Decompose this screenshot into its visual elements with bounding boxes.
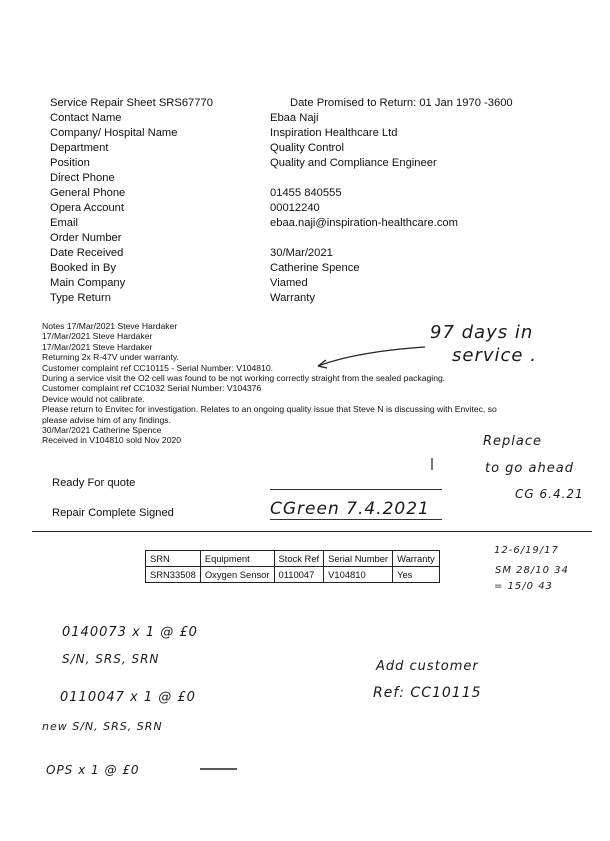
- field-value: Quality and Compliance Engineer: [270, 157, 437, 169]
- note-line: Device would not calibrate.: [42, 393, 145, 404]
- field-label: Order Number: [50, 232, 122, 244]
- note-line: please advise him of any findings.: [42, 414, 171, 425]
- note-line: 30/Mar/2021 Catherine Spence: [42, 425, 162, 436]
- table-cell: Yes: [393, 567, 440, 583]
- hand-part3-line1: OPS x 1 @ £0: [46, 763, 140, 777]
- hand-replace: Replace: [483, 434, 543, 449]
- note-line: Customer complaint ref CC10115 - Serial Number: V104810.: [42, 362, 274, 373]
- hand-date-note-2: SM 28/10 34: [495, 565, 569, 576]
- sheet-title: Service Repair Sheet SRS67770: [50, 97, 213, 109]
- field-value: Inspiration Healthcare Ltd: [270, 127, 398, 139]
- note-line: 17/Mar/2021 Steve Hardaker: [42, 331, 153, 342]
- field-label: Department: [50, 142, 109, 154]
- hand-initials-date: CG 6.4.21: [515, 487, 584, 501]
- hand-part2-line1: 0110047 x 1 @ £0: [60, 690, 196, 705]
- note-line: Customer complaint ref CC1032 Serial Number: V104376: [42, 383, 262, 394]
- hand-date-note-1: 12-6/19/17: [494, 545, 559, 556]
- field-value: ebaa.naji@inspiration-healthcare.com: [270, 217, 458, 229]
- column-header: Warranty: [393, 551, 440, 567]
- field-label: Email: [50, 217, 78, 229]
- field-value: Ebaa Naji: [270, 112, 319, 124]
- date-promised: Date Promised to Return: 01 Jan 1970 -3600: [290, 97, 513, 109]
- field-label: Opera Account: [50, 202, 125, 214]
- field-value: Quality Control: [270, 142, 344, 154]
- field-label: General Phone: [50, 187, 126, 199]
- table-cell: 0110047: [274, 567, 324, 583]
- hand-date-note-3: = 15/0 43: [494, 581, 553, 592]
- field-label: Type Return: [50, 292, 111, 304]
- table-cell: V104810: [324, 567, 393, 583]
- repair-complete-label: Repair Complete Signed: [52, 507, 174, 519]
- field-label: Contact Name: [50, 112, 122, 124]
- signature: CGreen 7.4.2021: [270, 499, 430, 519]
- note-line: Notes 17/Mar/2021 Steve Hardaker: [42, 321, 178, 331]
- hand-add-customer: Add customer: [376, 659, 479, 674]
- note-line: Please return to Envitec for investigation. Relates to an ongoing quality issue that Steve N is discussing with Envitec, so: [42, 404, 497, 415]
- column-header: SRN: [146, 551, 201, 567]
- hand-service: service .: [452, 345, 537, 366]
- note-line: Received in V104810 sold Nov 2020: [42, 435, 182, 446]
- field-value: 00012240: [270, 202, 320, 214]
- table-cell: Oxygen Sensor: [200, 567, 274, 583]
- arrow-to-notes: [318, 347, 425, 366]
- column-header: Serial Number: [324, 551, 393, 567]
- hand-part2-line2: new S/N, SRS, SRN: [42, 720, 163, 733]
- field-value: 01455 840555: [270, 187, 342, 199]
- hand-days-in-service: 97 days in: [430, 322, 534, 343]
- field-label: Direct Phone: [50, 172, 115, 184]
- hand-part1-line2: S/N, SRS, SRN: [62, 652, 160, 666]
- field-value: Warranty: [270, 292, 315, 304]
- column-header: Stock Ref: [274, 551, 324, 567]
- field-label: Main Company: [50, 277, 126, 289]
- column-header: Equipment: [200, 551, 274, 567]
- ready-for-quote-label: Ready For quote: [52, 477, 136, 489]
- hand-customer-ref: Ref: CC10115: [373, 685, 482, 701]
- hand-go-ahead: to go ahead: [485, 461, 574, 476]
- field-value: 30/Mar/2021: [270, 247, 333, 259]
- field-label: Booked in By: [50, 262, 116, 274]
- field-label: Position: [50, 157, 90, 169]
- note-line: During a service visit the O2 cell was found to be not working correctly straight from the sealed packaging.: [42, 373, 446, 384]
- note-line: 17/Mar/2021 Steve Hardaker: [42, 341, 153, 352]
- field-value: Catherine Spence: [270, 262, 360, 274]
- field-value: Viamed: [270, 277, 308, 289]
- field-label: Date Received: [50, 247, 124, 259]
- field-label: Company/ Hospital Name: [50, 127, 178, 139]
- table-cell: SRN33508: [146, 567, 201, 583]
- note-line: Returning 2x R-47V under warranty.: [42, 352, 179, 363]
- hand-part1-line1: 0140073 x 1 @ £0: [62, 625, 198, 640]
